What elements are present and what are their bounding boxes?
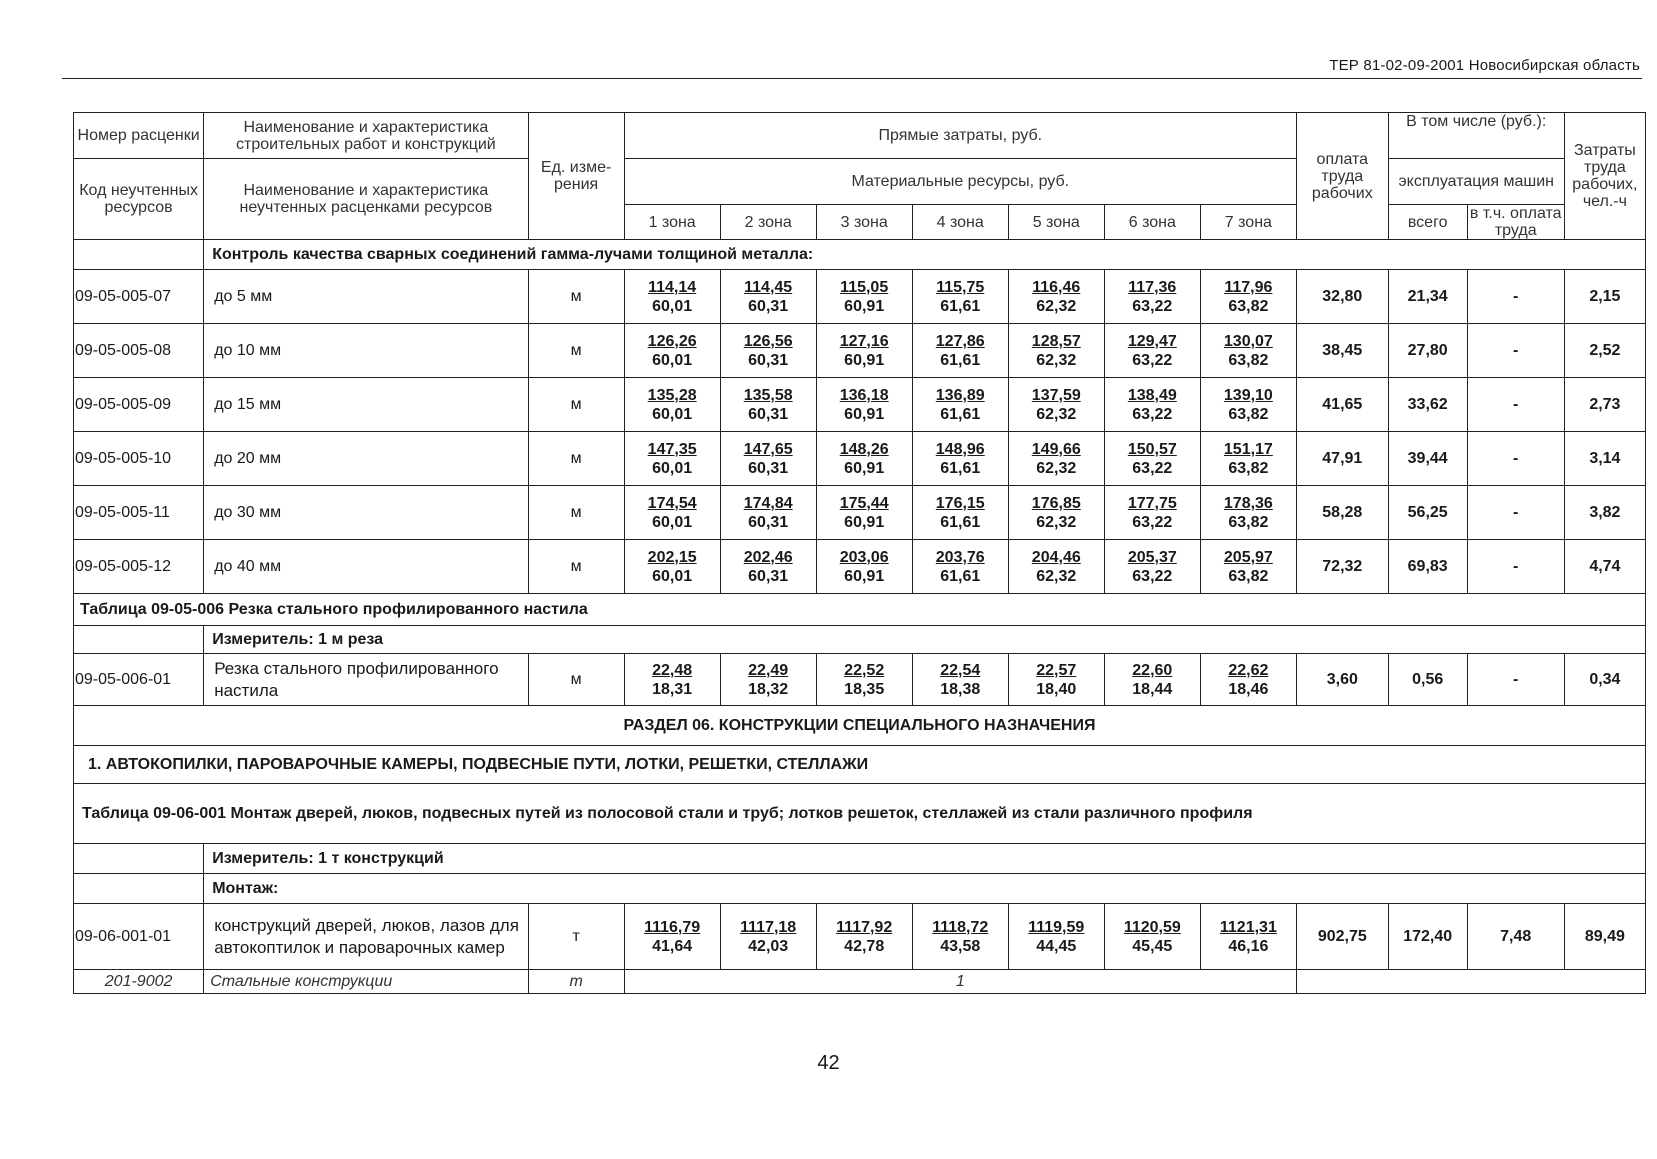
material-cost-value: 61,61	[940, 297, 981, 315]
direct-cost-value: 136,18	[839, 386, 889, 404]
material-cost-value: 18,35	[844, 680, 885, 698]
material-cost-value: 63,22	[1132, 351, 1173, 369]
zone-cost-cell	[1200, 378, 1296, 432]
zone-cost-cell	[912, 904, 1008, 970]
material-cost-value: 18,44	[1132, 680, 1173, 698]
zone-cost-cell	[1104, 378, 1200, 432]
direct-cost-value: 205,37	[1127, 548, 1177, 566]
header-machines: эксплуатация машин	[1388, 159, 1564, 205]
labor-pay-value: 58,28	[1296, 486, 1388, 540]
zone-cost-cell	[1008, 540, 1104, 594]
resource-row	[74, 970, 1646, 994]
direct-cost-value: 22,48	[652, 661, 693, 679]
machines-labor-value: 7,48	[1467, 904, 1564, 970]
resource-name: Стальные конструкции	[204, 970, 528, 994]
zone-cost-cell	[1008, 486, 1104, 540]
material-cost-value: 60,31	[748, 513, 789, 531]
direct-cost-value: 1120,59	[1123, 918, 1181, 936]
zone-cost-cell	[1104, 654, 1200, 706]
material-cost-value: 60,91	[844, 567, 885, 585]
material-cost-value: 44,45	[1036, 937, 1077, 955]
direct-cost-value: 139,10	[1223, 386, 1273, 404]
material-cost-value: 43,58	[940, 937, 981, 955]
zone-cost-cell	[816, 540, 912, 594]
zone-cost-cell	[912, 432, 1008, 486]
labor-pay-value: 38,45	[1296, 324, 1388, 378]
labor-pay-value: 3,60	[1296, 654, 1388, 706]
material-cost-value: 18,32	[748, 680, 789, 698]
material-cost-value: 62,32	[1036, 513, 1077, 531]
zone-cost-cell	[624, 540, 720, 594]
zone-cost-cell	[720, 270, 816, 324]
material-cost-value: 46,16	[1228, 937, 1269, 955]
meter-label: Измеритель: 1 т конструкций	[204, 844, 1646, 874]
rate-unit: м	[528, 486, 624, 540]
machines-labor-value: -	[1467, 654, 1564, 706]
meter-label: Измеритель: 1 м реза	[204, 626, 1646, 654]
material-cost-value: 63,22	[1132, 513, 1173, 531]
machines-labor-value: -	[1467, 540, 1564, 594]
table-title-row	[74, 594, 1646, 626]
machines-total-value: 39,44	[1388, 432, 1467, 486]
labor-pay-value: 41,65	[1296, 378, 1388, 432]
material-cost-value: 60,01	[652, 351, 693, 369]
direct-cost-value: 202,15	[647, 548, 697, 566]
rate-row	[74, 486, 1646, 540]
material-cost-value: 63,82	[1228, 351, 1269, 369]
zone-cost-cell	[624, 654, 720, 706]
empty-cell	[74, 844, 204, 874]
zone-cost-cell	[1104, 486, 1200, 540]
zone-cost-cell	[720, 432, 816, 486]
direct-cost-value: 114,14	[648, 278, 697, 296]
zone-cost-cell	[624, 904, 720, 970]
direct-cost-value: 203,06	[839, 548, 889, 566]
material-cost-value: 42,78	[844, 937, 885, 955]
labor-hours-value: 3,82	[1564, 486, 1645, 540]
rate-row	[74, 904, 1646, 970]
rate-code: 09-05-005-07	[74, 270, 204, 324]
empty-cell	[74, 874, 204, 904]
labor-hours-value: 2,15	[1564, 270, 1645, 324]
zone-cost-cell	[1200, 486, 1296, 540]
rate-name: до 5 мм	[204, 270, 528, 324]
rate-row	[74, 324, 1646, 378]
material-cost-value: 63,22	[1132, 567, 1173, 585]
zone-cost-cell	[816, 654, 912, 706]
direct-cost-value: 129,47	[1127, 332, 1177, 350]
zone-cost-cell	[912, 378, 1008, 432]
header-material-resources: Материальные ресурсы, руб.	[624, 159, 1296, 205]
material-cost-value: 45,45	[1132, 937, 1173, 955]
zone-cost-cell	[1008, 378, 1104, 432]
direct-cost-value: 151,17	[1223, 440, 1273, 458]
resource-unit: т	[528, 970, 624, 994]
direct-cost-value: 22,49	[748, 661, 789, 679]
direct-cost-value: 148,26	[839, 440, 889, 458]
material-cost-value: 60,01	[652, 513, 693, 531]
zone-cost-cell	[1200, 540, 1296, 594]
direct-cost-value: 130,07	[1223, 332, 1273, 350]
material-cost-value: 18,40	[1036, 680, 1077, 698]
direct-cost-value: 148,96	[935, 440, 985, 458]
material-cost-value: 60,01	[652, 567, 693, 585]
rate-name: до 40 мм	[204, 540, 528, 594]
material-cost-value: 62,32	[1036, 567, 1077, 585]
direct-cost-value: 135,58	[743, 386, 793, 404]
header-labor-hours: Затраты труда рабочих, чел.-ч	[1564, 113, 1645, 240]
rate-code: 09-05-005-11	[74, 486, 204, 540]
direct-cost-value: 147,35	[647, 440, 697, 458]
rate-unit: м	[528, 432, 624, 486]
rate-row	[74, 432, 1646, 486]
group-title: Контроль качества сварных соединений гамма-лучами толщиной металла:	[204, 240, 1646, 270]
rate-code: 09-06-001-01	[74, 904, 204, 970]
subsection-title: 1. АВТОКОПИЛКИ, ПАРОВАРОЧНЫЕ КАМЕРЫ, ПОДВЕСНЫЕ ПУТИ, ЛОТКИ, РЕШЕТКИ, СТЕЛЛАЖИ	[74, 746, 1646, 784]
direct-cost-value: 1119,59	[1028, 918, 1085, 936]
material-cost-value: 60,01	[652, 405, 693, 423]
zone-cost-cell	[1008, 432, 1104, 486]
labor-pay-value: 47,91	[1296, 432, 1388, 486]
material-cost-value: 62,32	[1036, 459, 1077, 477]
header-rate-number: Номер расценки	[74, 113, 204, 159]
direct-cost-value: 176,15	[935, 494, 985, 512]
machines-total-value: 0,56	[1388, 654, 1467, 706]
direct-cost-value: 136,89	[935, 386, 985, 404]
rate-row	[74, 270, 1646, 324]
header-zone: 6 зона	[1104, 205, 1200, 240]
material-cost-value: 63,82	[1228, 459, 1269, 477]
rate-code: 09-05-005-09	[74, 378, 204, 432]
zone-cost-cell	[1104, 324, 1200, 378]
direct-cost-value: 22,57	[1036, 661, 1077, 679]
header-unit: Ед. изме-рения	[528, 113, 624, 240]
direct-cost-value: 138,49	[1127, 386, 1177, 404]
material-cost-value: 63,82	[1228, 567, 1269, 585]
direct-cost-value: 174,54	[647, 494, 697, 512]
direct-cost-value: 1117,92	[836, 918, 893, 936]
zone-cost-cell	[720, 540, 816, 594]
labor-hours-value: 89,49	[1564, 904, 1645, 970]
machines-total-value: 21,34	[1388, 270, 1467, 324]
zone-cost-cell	[720, 324, 816, 378]
material-cost-value: 60,31	[748, 351, 789, 369]
material-cost-value: 60,31	[748, 567, 789, 585]
header-labor-pay: оплата труда рабочих	[1296, 113, 1388, 240]
zone-cost-cell	[1104, 432, 1200, 486]
material-cost-value: 61,61	[940, 513, 981, 531]
labor-pay-value: 32,80	[1296, 270, 1388, 324]
header-zone: 5 зона	[1008, 205, 1104, 240]
zone-cost-cell	[1200, 324, 1296, 378]
document-header: ТЕР 81-02-09-2001 Новосибирская область	[1329, 57, 1640, 74]
material-cost-value: 62,32	[1036, 405, 1077, 423]
direct-cost-value: 174,84	[743, 494, 793, 512]
material-cost-value: 63,82	[1228, 297, 1269, 315]
rates-table	[73, 112, 1646, 994]
rate-code: 09-05-005-10	[74, 432, 204, 486]
rate-name: до 15 мм	[204, 378, 528, 432]
rate-unit: м	[528, 270, 624, 324]
material-cost-value: 61,61	[940, 405, 981, 423]
empty-cell	[74, 626, 204, 654]
machines-labor-value: -	[1467, 486, 1564, 540]
material-cost-value: 41,64	[652, 937, 693, 955]
table-title-row	[74, 784, 1646, 844]
direct-cost-value: 176,85	[1031, 494, 1081, 512]
zone-cost-cell	[1008, 654, 1104, 706]
machines-total-value: 172,40	[1388, 904, 1467, 970]
direct-cost-value: 127,86	[935, 332, 985, 350]
direct-cost-value: 22,62	[1228, 661, 1269, 679]
header-resource-name: Наименование и характеристика неучтенных расценками ресурсов	[204, 159, 528, 240]
direct-cost-value: 1118,72	[932, 918, 989, 936]
material-cost-value: 60,31	[748, 297, 789, 315]
direct-cost-value: 117,96	[1224, 278, 1273, 296]
subsection-title-row	[74, 746, 1646, 784]
zone-cost-cell	[1200, 270, 1296, 324]
material-cost-value: 63,82	[1228, 513, 1269, 531]
zone-cost-cell	[1104, 904, 1200, 970]
direct-cost-value: 1117,18	[740, 918, 797, 936]
zone-cost-cell	[1104, 270, 1200, 324]
direct-cost-value: 204,46	[1031, 548, 1081, 566]
zone-cost-cell	[1008, 270, 1104, 324]
rate-code: 09-05-005-12	[74, 540, 204, 594]
rate-row	[74, 654, 1646, 706]
material-cost-value: 61,61	[940, 567, 981, 585]
zone-cost-cell	[1008, 324, 1104, 378]
zone-cost-cell	[912, 486, 1008, 540]
material-cost-value: 60,31	[748, 405, 789, 423]
labor-pay-value: 72,32	[1296, 540, 1388, 594]
direct-cost-value: 115,75	[936, 278, 985, 296]
table-title: Таблица 09-05-006 Резка стального профилированного настила	[74, 594, 1646, 626]
labor-hours-value: 4,74	[1564, 540, 1645, 594]
header-machines-labor: в т.ч. оплата труда	[1467, 205, 1564, 240]
machines-total-value: 33,62	[1388, 378, 1467, 432]
direct-cost-value: 22,54	[940, 661, 981, 679]
direct-cost-value: 1116,79	[644, 918, 701, 936]
header-zone: 4 зона	[912, 205, 1008, 240]
direct-cost-value: 202,46	[743, 548, 793, 566]
material-cost-value: 60,91	[844, 405, 885, 423]
direct-cost-value: 177,75	[1127, 494, 1177, 512]
zone-cost-cell	[720, 904, 816, 970]
rate-name: до 10 мм	[204, 324, 528, 378]
machines-labor-value: -	[1467, 324, 1564, 378]
header-rule	[62, 78, 1642, 79]
direct-cost-value: 147,65	[743, 440, 793, 458]
zone-cost-cell	[624, 378, 720, 432]
material-cost-value: 63,82	[1228, 405, 1269, 423]
direct-cost-value: 178,36	[1223, 494, 1273, 512]
labor-hours-value: 2,73	[1564, 378, 1645, 432]
machines-total-value: 27,80	[1388, 324, 1467, 378]
machines-labor-value: -	[1467, 270, 1564, 324]
material-cost-value: 60,91	[844, 459, 885, 477]
rate-unit: м	[528, 654, 624, 706]
meter-label-row	[74, 626, 1646, 654]
labor-hours-value: 0,34	[1564, 654, 1645, 706]
rate-row	[74, 378, 1646, 432]
direct-cost-value: 116,46	[1032, 278, 1081, 296]
material-cost-value: 60,91	[844, 513, 885, 531]
zone-cost-cell	[720, 378, 816, 432]
material-cost-value: 63,22	[1132, 459, 1173, 477]
rate-name: до 30 мм	[204, 486, 528, 540]
zone-cost-cell	[912, 654, 1008, 706]
material-cost-value: 62,32	[1036, 297, 1077, 315]
header-resource-code: Код неучтенных ресурсов	[74, 159, 204, 240]
mount-label: Монтаж:	[204, 874, 1646, 904]
rate-unit: м	[528, 324, 624, 378]
machines-labor-value: -	[1467, 432, 1564, 486]
direct-cost-value: 128,57	[1031, 332, 1081, 350]
zone-cost-cell	[816, 904, 912, 970]
direct-cost-value: 117,36	[1128, 278, 1177, 296]
material-cost-value: 60,01	[652, 297, 693, 315]
zone-cost-cell	[1104, 540, 1200, 594]
direct-cost-value: 127,16	[839, 332, 889, 350]
zone-cost-cell	[720, 654, 816, 706]
rate-name: конструкций дверей, люков, лазов для автокоптилок и пароварочных камер	[204, 904, 528, 970]
direct-cost-value: 205,97	[1223, 548, 1273, 566]
direct-cost-value: 137,59	[1031, 386, 1081, 404]
direct-cost-value: 1121,31	[1219, 918, 1277, 936]
zone-cost-cell	[1200, 654, 1296, 706]
header-zone: 2 зона	[720, 205, 816, 240]
meter-label-row	[74, 844, 1646, 874]
material-cost-value: 63,22	[1132, 297, 1173, 315]
page-number: 42	[817, 1052, 840, 1074]
zone-cost-cell	[816, 432, 912, 486]
zone-cost-cell	[816, 324, 912, 378]
rate-name: до 20 мм	[204, 432, 528, 486]
material-cost-value: 61,61	[940, 351, 981, 369]
rate-unit: м	[528, 378, 624, 432]
header-including	[1388, 113, 1564, 159]
rate-code: 09-05-005-08	[74, 324, 204, 378]
material-cost-value: 60,01	[652, 459, 693, 477]
material-cost-value: 60,91	[844, 297, 885, 315]
zone-cost-cell	[720, 486, 816, 540]
header-direct-costs: Прямые затраты, руб.	[624, 113, 1296, 159]
direct-cost-value: 175,44	[839, 494, 889, 512]
header-zone: 3 зона	[816, 205, 912, 240]
material-cost-value: 62,32	[1036, 351, 1077, 369]
material-cost-value: 61,61	[940, 459, 981, 477]
direct-cost-value: 114,45	[744, 278, 793, 296]
zone-cost-cell	[624, 486, 720, 540]
zone-cost-cell	[816, 270, 912, 324]
labor-pay-value: 902,75	[1296, 904, 1388, 970]
zone-cost-cell	[912, 270, 1008, 324]
direct-cost-value: 115,05	[840, 278, 889, 296]
section-title: РАЗДЕЛ 06. КОНСТРУКЦИИ СПЕЦИАЛЬНОГО НАЗНАЧЕНИЯ	[74, 706, 1646, 746]
material-cost-value: 18,38	[940, 680, 981, 698]
zone-cost-cell	[912, 324, 1008, 378]
header-machines-total: всего	[1388, 205, 1467, 240]
empty-cell	[1296, 970, 1645, 994]
machines-labor-value: -	[1467, 378, 1564, 432]
header-work-name: Наименование и характеристика строительных работ и конструкций	[204, 113, 528, 159]
direct-cost-value: 22,60	[1132, 661, 1173, 679]
labor-hours-value: 3,14	[1564, 432, 1645, 486]
section-title-row	[74, 706, 1646, 746]
header-zone: 7 зона	[1200, 205, 1296, 240]
material-cost-value: 60,91	[844, 351, 885, 369]
direct-cost-value: 126,26	[647, 332, 697, 350]
material-cost-value: 63,22	[1132, 405, 1173, 423]
material-cost-value: 60,31	[748, 459, 789, 477]
direct-cost-value: 149,66	[1031, 440, 1081, 458]
mount-label-row	[74, 874, 1646, 904]
header-zone: 1 зона	[624, 205, 720, 240]
direct-cost-value: 22,52	[844, 661, 885, 679]
rate-unit: т	[528, 904, 624, 970]
rate-row	[74, 540, 1646, 594]
resource-code: 201-9002	[74, 970, 204, 994]
machines-total-value: 69,83	[1388, 540, 1467, 594]
zone-cost-cell	[1200, 432, 1296, 486]
direct-cost-value: 150,57	[1127, 440, 1177, 458]
zone-cost-cell	[624, 270, 720, 324]
direct-cost-value: 126,56	[743, 332, 793, 350]
machines-total-value: 56,25	[1388, 486, 1467, 540]
header-including-label: В том числе (руб.):	[1406, 113, 1547, 130]
zone-cost-cell	[1008, 904, 1104, 970]
rate-code: 09-05-006-01	[74, 654, 204, 706]
direct-cost-value: 203,76	[935, 548, 985, 566]
zone-cost-cell	[912, 540, 1008, 594]
zone-cost-cell	[816, 378, 912, 432]
rate-unit: м	[528, 540, 624, 594]
table-title: Таблица 09-06-001 Монтаж дверей, люков, подвесных путей из полосовой стали и труб; лотков решеток, стеллажей из стали различного профиля	[74, 784, 1646, 844]
empty-cell	[74, 240, 204, 270]
labor-hours-value: 2,52	[1564, 324, 1645, 378]
zone-cost-cell	[624, 432, 720, 486]
resource-qty: 1	[624, 970, 1296, 994]
zone-cost-cell	[624, 324, 720, 378]
rate-name: Резка стального профилированного настила	[204, 654, 528, 706]
material-cost-value: 18,31	[652, 680, 693, 698]
material-cost-value: 18,46	[1228, 680, 1269, 698]
zone-cost-cell	[816, 486, 912, 540]
direct-cost-value: 135,28	[647, 386, 697, 404]
zone-cost-cell	[1200, 904, 1296, 970]
material-cost-value: 42,03	[748, 937, 789, 955]
